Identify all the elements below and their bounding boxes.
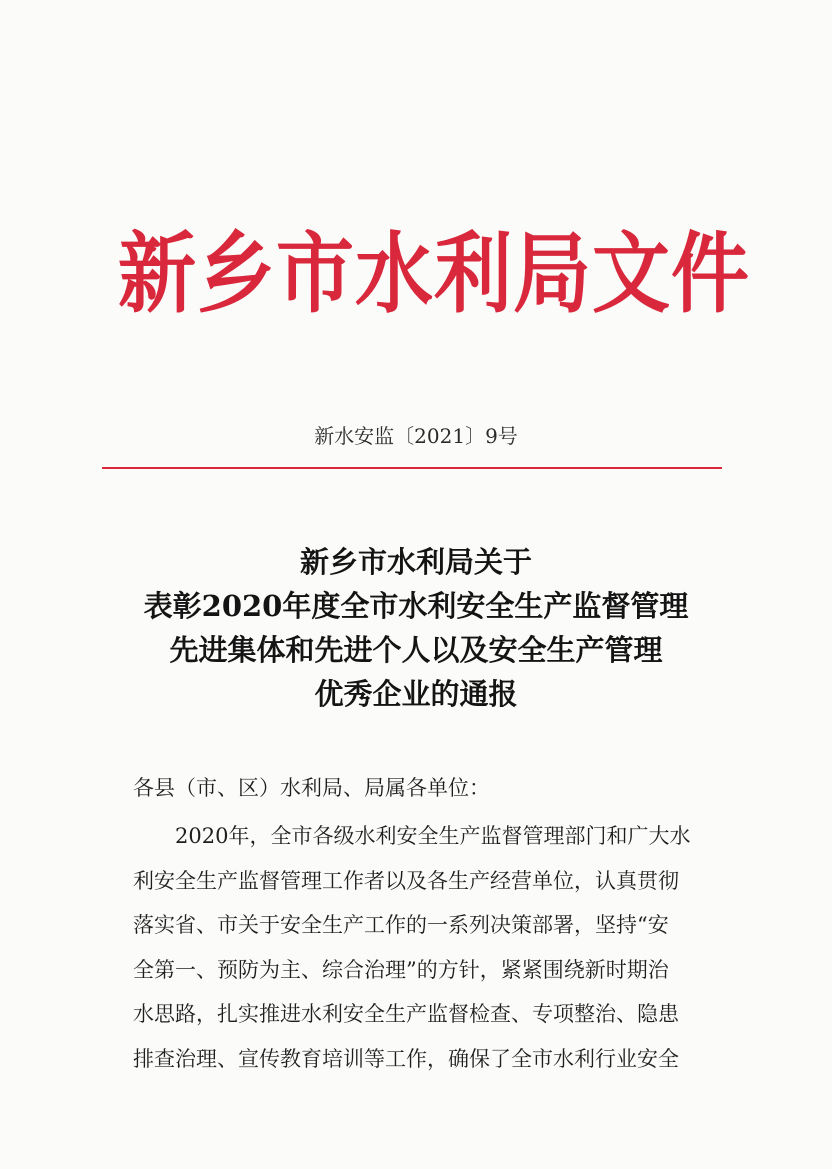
body-line: 落实省、市关于安全生产工作的一系列决策部署，坚持“安	[133, 913, 669, 937]
body-line: 排查治理、宣传教育培训等工作，确保了全市水利行业安全	[133, 1046, 679, 1071]
notice-title	[0, 540, 832, 716]
body-line: 水思路，扎实推进水利安全生产监督检查、专项整治、隐患	[133, 1002, 679, 1026]
body-line: 全第一、预防为主、综合治理”的方针，紧紧围绕新时期治	[133, 957, 669, 982]
masthead-title: 新乡市水利局文件	[118, 223, 751, 326]
salutation: 各县（市、区）水利局、局属各单位：	[133, 776, 490, 800]
title-line: 新乡市水利局关于	[299, 545, 532, 579]
title-line: 优秀企业的通报	[314, 677, 518, 711]
red-divider-line	[102, 467, 722, 469]
body-line: 2020年，全市各级水利安全生产监督管理部门和广大水	[175, 824, 691, 848]
title-line: 表彰2020年度全市水利安全生产监督管理	[143, 589, 689, 623]
body-line: 利安全生产监督管理工作者以及各生产经营单位，认真贯彻	[133, 868, 679, 893]
title-line: 先进集体和先进个人以及安全生产管理	[169, 633, 663, 667]
document-number: 新水安监〔2021〕9号	[314, 424, 518, 448]
body-text	[133, 814, 713, 1081]
